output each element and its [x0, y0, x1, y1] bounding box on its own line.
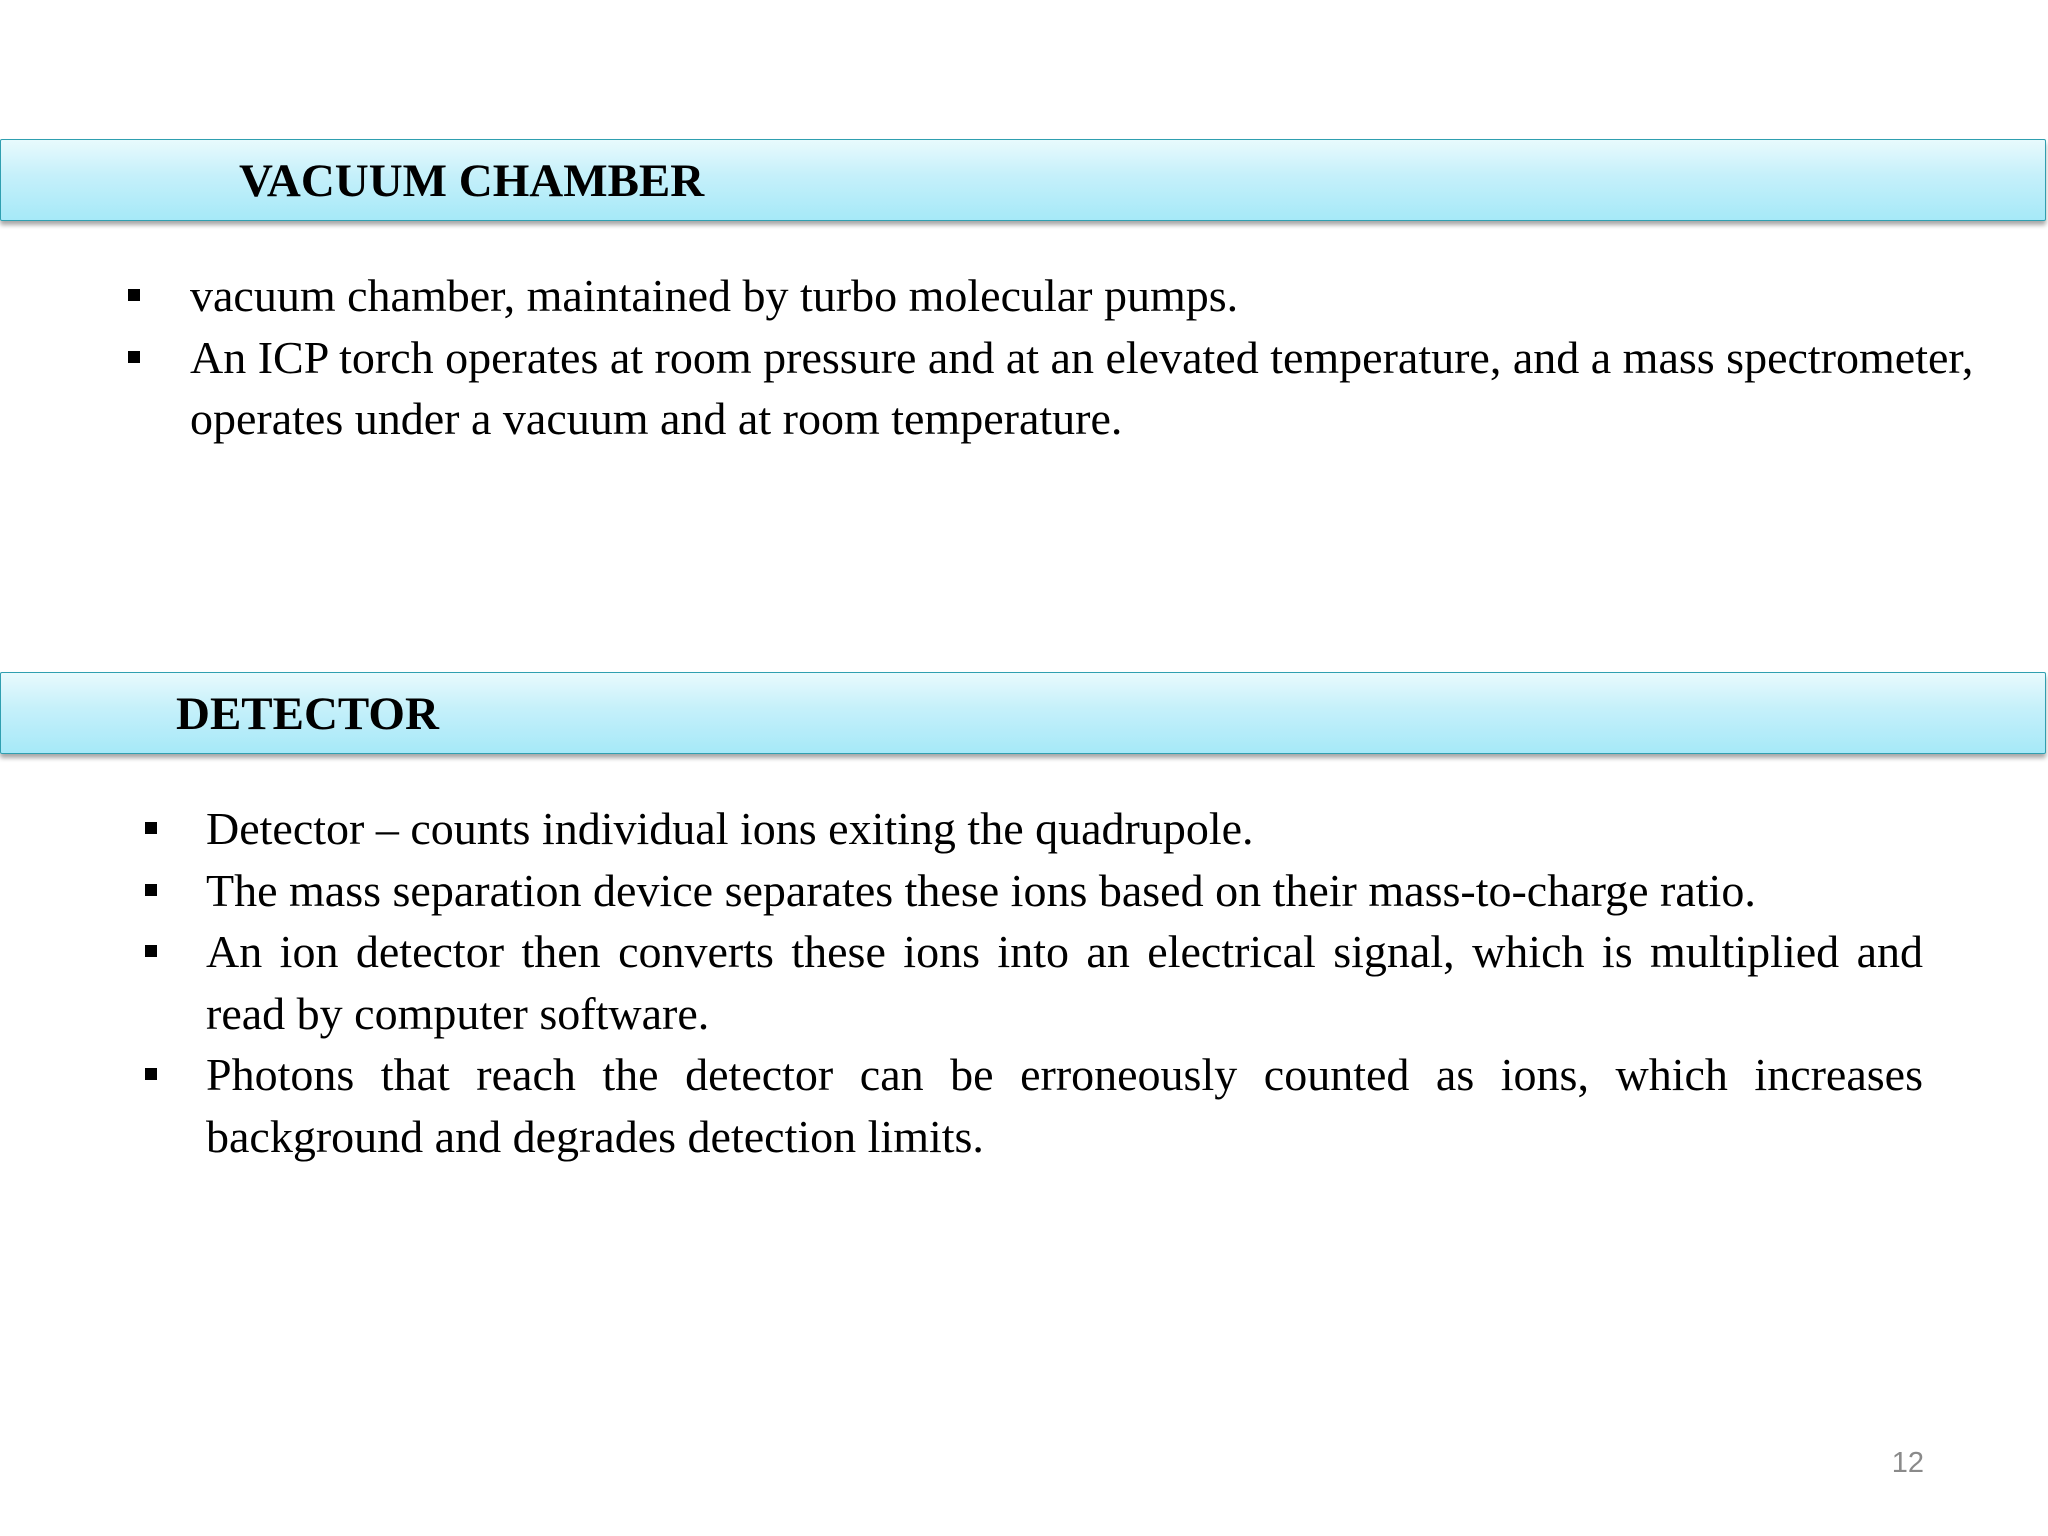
detector-title: DETECTOR: [176, 688, 439, 740]
bullet-text: An ICP torch operates at room pressure and at an elevated temperature, and a mass spectrometer, operates under a vacuum and at room temperature.: [190, 331, 1974, 444]
bullet-text: The mass separation device separates these ions based on their mass-to-charge ratio.: [206, 864, 1756, 916]
page-number: 12: [1891, 1447, 1924, 1479]
square-bullet-icon: [145, 798, 165, 860]
list-item: [145, 798, 1923, 860]
square-bullet-icon: [145, 860, 165, 922]
list-item: [145, 860, 1923, 922]
bullet-text: An ion detector then converts these ions into an electrical signal, which is multiplied and read by computer software.: [206, 926, 1923, 1039]
square-bullet-icon: [128, 265, 148, 327]
vacuum-chamber-title: VACUUM CHAMBER: [239, 155, 705, 207]
detector-header-bar: [0, 672, 2046, 754]
list-item: [145, 1044, 1923, 1167]
detector-bullet-list: [145, 798, 1923, 1167]
list-item: [145, 921, 1923, 1044]
bullet-text: Photons that reach the detector can be erroneously counted as ions, which increases background and degrades detection limits.: [206, 1049, 1923, 1162]
bullet-text: vacuum chamber, maintained by turbo molecular pumps.: [190, 270, 1239, 321]
list-item: [128, 327, 1988, 450]
square-bullet-icon: [128, 327, 148, 389]
square-bullet-icon: [145, 921, 165, 983]
bullet-text: Detector – counts individual ions exiting the quadrupole.: [206, 803, 1254, 854]
vacuum-chamber-header-bar: [0, 139, 2046, 221]
square-bullet-icon: [145, 1044, 165, 1106]
list-item: [128, 265, 1988, 327]
vacuum-chamber-bullet-list: [128, 265, 1988, 450]
